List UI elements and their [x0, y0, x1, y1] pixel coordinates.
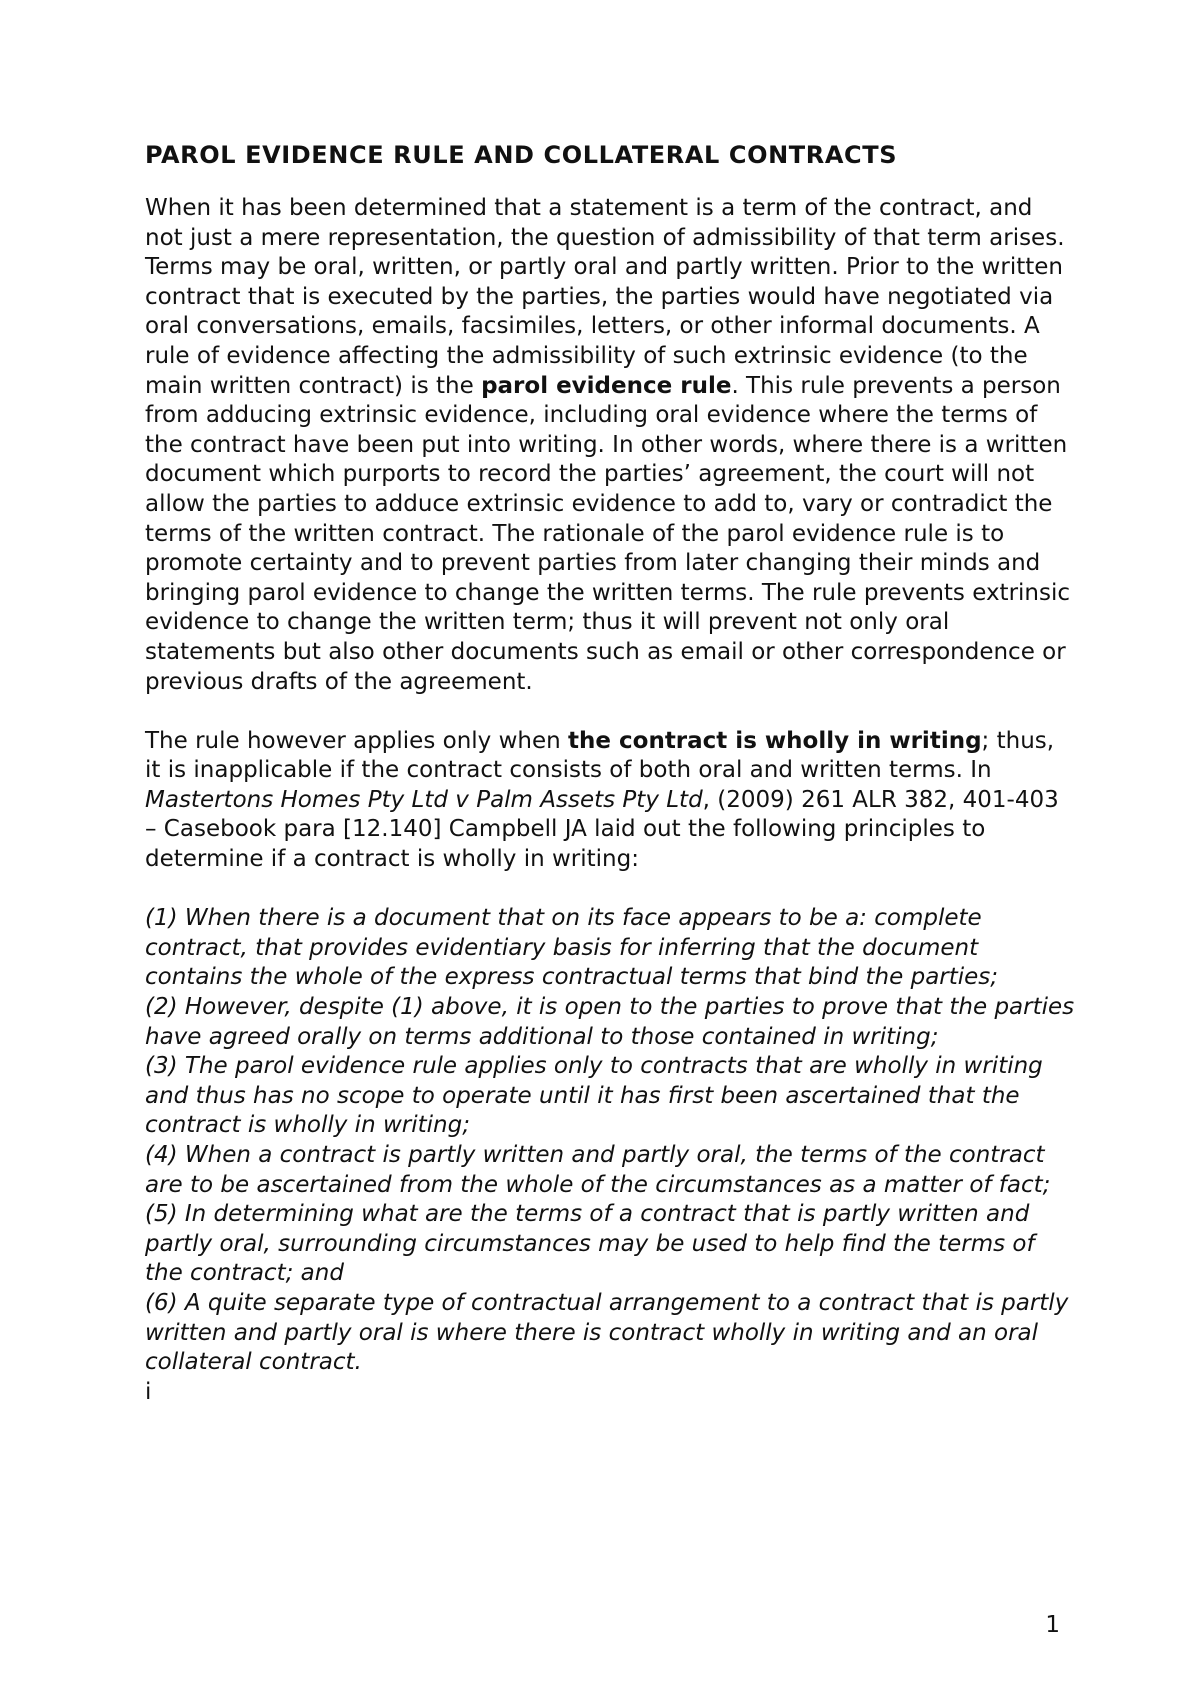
paragraph-text: , (2009) 261 ALR 382, 401-403 – Casebook para [12.140] Campbell JA laid out the following principles to: [145, 786, 1059, 843]
bold-term-parol-evidence-rule: parol evidence rule: [481, 372, 732, 399]
document-page: [145, 140, 1075, 1407]
principle-item: (1) When there is a document that on its face appears to be a: complete contract, that provides evidentiary basis for inferring that the document contains the whole of the express contractual terms that bind the parties;: [145, 905, 999, 991]
paragraph-text: The rule however applies only when: [145, 727, 569, 754]
paragraph-text: . This rule prevents a person from adducing extrinsic evidence, including oral evidence where the terms of the contract have been put into writing. In other words, where there is a written document which purports to record the parties’ agreement, the court will not allow the parties to adduce extrinsic evidence to add to, vary or contradict the terms of the written contract. The rationale of the parol evidence rule is to promote certainty and to prevent parties from later changing their minds and bringing parol evidence to change the written terms. The rule prevents extrinsic evidence to change the written term; thus it will prevent not only oral statements but also other documents such as email or other correspondence or previous drafts of the agreement.: [145, 372, 1071, 695]
trailing-marker: i: [145, 1378, 152, 1405]
paragraph-parol-evidence-rule: [145, 194, 1075, 697]
paragraph-text: When it has been determined that a statement is a term of the contract, and not just a mere representation, the question of admissibility of that term arises. Terms may be oral, written, or partly oral and partly written. Prior to the written contract that is executed by the parties, the parties would have negotiated via oral conversations, emails, facsimiles, letters, or other informal documents. A rule of evidence affecting the admissibility of such extrinsic evidence (to the main written contract) is the: [145, 195, 1065, 399]
paragraph-text: ; thus, it is inapplicable if the contract consists of both oral and written terms. In: [145, 727, 1055, 784]
paragraph-text: determine if a contract is wholly in writing:: [145, 846, 639, 873]
principles-list: [145, 904, 1075, 1378]
page-number: 1: [1045, 1612, 1060, 1638]
principle-item: (2) However, despite (1) above, it is open to the parties to prove that the parties have agreed orally on terms additional to those contained in writing;: [145, 994, 1075, 1050]
paragraph-wholly-in-writing: [145, 727, 1075, 875]
principle-item: (3) The parol evidence rule applies only to contracts that are wholly in writing and thus has no scope to operate until it has first been ascertained that the contract is wholly in writing;: [145, 1053, 1043, 1139]
principle-item: (6) A quite separate type of contractual arrangement to a contract that is partly written and partly oral is where there is contract wholly in writing and an oral collateral contract.: [145, 1289, 1069, 1376]
case-name: Mastertons Homes Pty Ltd v Palm Assets Pty Ltd: [145, 786, 703, 813]
document-title: PAROL EVIDENCE RULE AND COLLATERAL CONTRACTS: [145, 141, 898, 169]
principle-item: (5) In determining what are the terms of a contract that is partly written and partly oral, surrounding circumstances may be used to help find the terms of the contract; and: [145, 1201, 1035, 1287]
bold-phrase-wholly-in-writing: the contract is wholly in writing: [568, 727, 982, 754]
principle-item: (4) When a contract is partly written and partly oral, the terms of the contract are to be ascertained from the whole of the circumstances as a matter of fact;: [145, 1142, 1051, 1198]
